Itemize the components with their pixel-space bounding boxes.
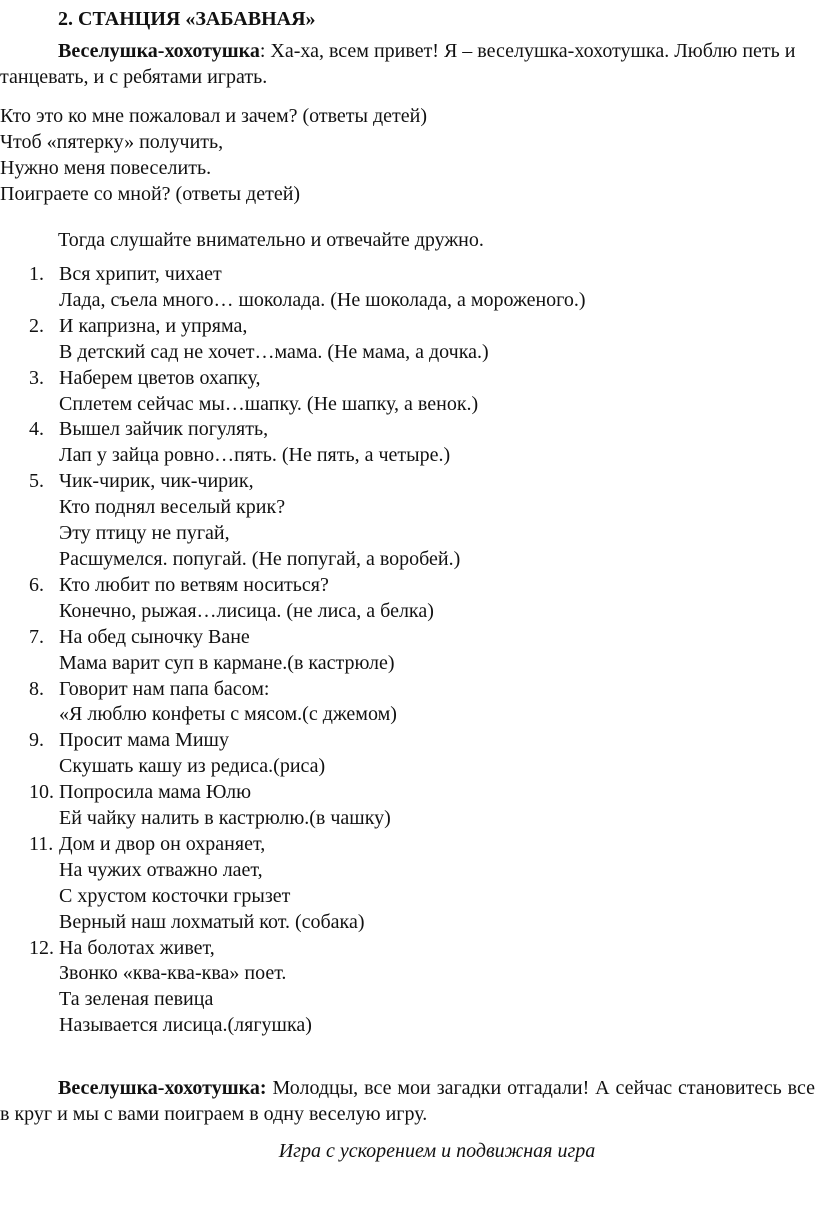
riddle-line: «Я люблю конфеты с мясом.(с джемом) (59, 703, 397, 726)
riddle-number: 1. (29, 263, 44, 285)
intro-paragraph (0, 38, 815, 90)
riddle-line: На чужих отважно лает, (59, 858, 263, 881)
riddle-number: 5. (29, 470, 44, 493)
instruction-line: Тогда слушайте внимательно и отвечайте дружно. (58, 229, 484, 251)
riddle-line: Вышел зайчик погулять, (59, 418, 269, 441)
riddle-line: Сплетем сейчас мы…шапку. (Не шапку, а венок.) (59, 392, 479, 415)
riddle-line: Вся хрипит, чихает (59, 263, 222, 285)
riddle-number: 12. (29, 936, 54, 959)
riddle-line: Чик-чирик, чик-чирик, (59, 470, 254, 493)
riddle-line: Попросила мама Юлю (59, 781, 252, 804)
riddle-line: Та зеленая певица (59, 988, 214, 1011)
riddle-line: Ей чайку налить в кастрюлю.(в чашку) (59, 807, 391, 830)
outro-text: Молодцы, все мои загадки отгадали! А сейчас становитесь все в круг и мы с вами поиграем в одну веселую игру. (0, 1077, 815, 1125)
riddle-line: Дом и двор он охраняет, (59, 832, 266, 855)
riddle-item (0, 366, 816, 418)
riddle-line: Просит мама Мишу (59, 729, 229, 752)
dialog-line: Чтоб «пятерку» получить, (0, 131, 224, 153)
riddle-item (0, 262, 816, 314)
riddle-line: Эту птицу не пугай, (59, 522, 230, 545)
riddle-line: Мама варит суп в кармане.(в кастрюле) (59, 651, 395, 674)
riddle-line: Наберем цветов охапку, (59, 366, 261, 389)
riddle-item (0, 677, 816, 729)
dialog-line: Кто это ко мне пожаловал и зачем? (ответы детей) (0, 105, 428, 127)
riddle-line: Называется лисица.(лягушка) (59, 1014, 312, 1037)
riddle-item (0, 728, 816, 780)
riddle-line: Кто любит по ветвям носиться? (59, 573, 329, 596)
riddle-number: 2. (29, 314, 44, 337)
riddle-number: 7. (29, 625, 44, 648)
outro-paragraph (0, 1075, 815, 1127)
dialog-block (0, 103, 427, 207)
riddle-line: На болотах живет, (59, 936, 215, 959)
riddle-line: Лап у зайца ровно…пять. (Не пять, а четыре.) (59, 444, 451, 467)
intro-text: : Ха-ха, всем привет! Я – веселушка-хохотушка. Люблю петь и танцевать, и с ребятами играть. (0, 40, 796, 88)
riddle-line: Скушать кашу из редиса.(риса) (59, 755, 326, 778)
riddle-item (0, 573, 816, 625)
dialog-line: Поиграете со мной? (ответы детей) (0, 183, 301, 205)
riddle-line: Лада, съела много… шоколада. (Не шоколада, а мороженого.) (59, 288, 586, 311)
riddle-line: Кто поднял веселый крик? (59, 496, 286, 519)
riddle-number: 10. (29, 781, 54, 804)
riddle-number: 11. (29, 832, 54, 855)
riddle-line: С хрустом косточки грызет (59, 884, 291, 907)
riddle-number: 4. (29, 418, 44, 441)
game-title: Игра с ускорением и подвижная игра (278, 1140, 596, 1162)
riddle-list (0, 262, 816, 1039)
riddle-item (0, 780, 816, 832)
riddle-item (0, 469, 816, 573)
dialog-line: Нужно меня повеселить. (0, 157, 212, 179)
station-title: 2. СТАНЦИЯ «ЗАБАВНАЯ» (58, 8, 316, 30)
riddle-item (0, 832, 816, 936)
riddle-line: Расшумелся. попугай. (Не попугай, а воробей.) (59, 547, 461, 570)
riddle-line: Звонко «ква-ква-ква» поет. (59, 962, 287, 985)
riddle-line: На обед сыночку Ване (59, 625, 250, 648)
riddle-item (0, 936, 816, 1040)
riddle-item (0, 417, 816, 469)
intro-speaker: Веселушка-хохотушка (58, 40, 260, 62)
riddle-item (0, 625, 816, 677)
riddle-item (0, 314, 816, 366)
riddle-line: В детский сад не хочет…мама. (Не мама, а дочка.) (59, 340, 489, 363)
riddle-line: Конечно, рыжая…лисица. (не лиса, а белка) (59, 599, 434, 622)
riddle-number: 3. (29, 366, 44, 389)
riddle-number: 6. (29, 573, 44, 596)
riddle-line: И капризна, и упряма, (59, 314, 248, 337)
riddle-number: 9. (29, 729, 44, 752)
riddle-number: 8. (29, 677, 44, 700)
outro-speaker: Веселушка-хохотушка: (58, 1077, 267, 1099)
riddle-line: Верный наш лохматый кот. (собака) (59, 910, 365, 933)
riddle-line: Говорит нам папа басом: (59, 677, 270, 700)
